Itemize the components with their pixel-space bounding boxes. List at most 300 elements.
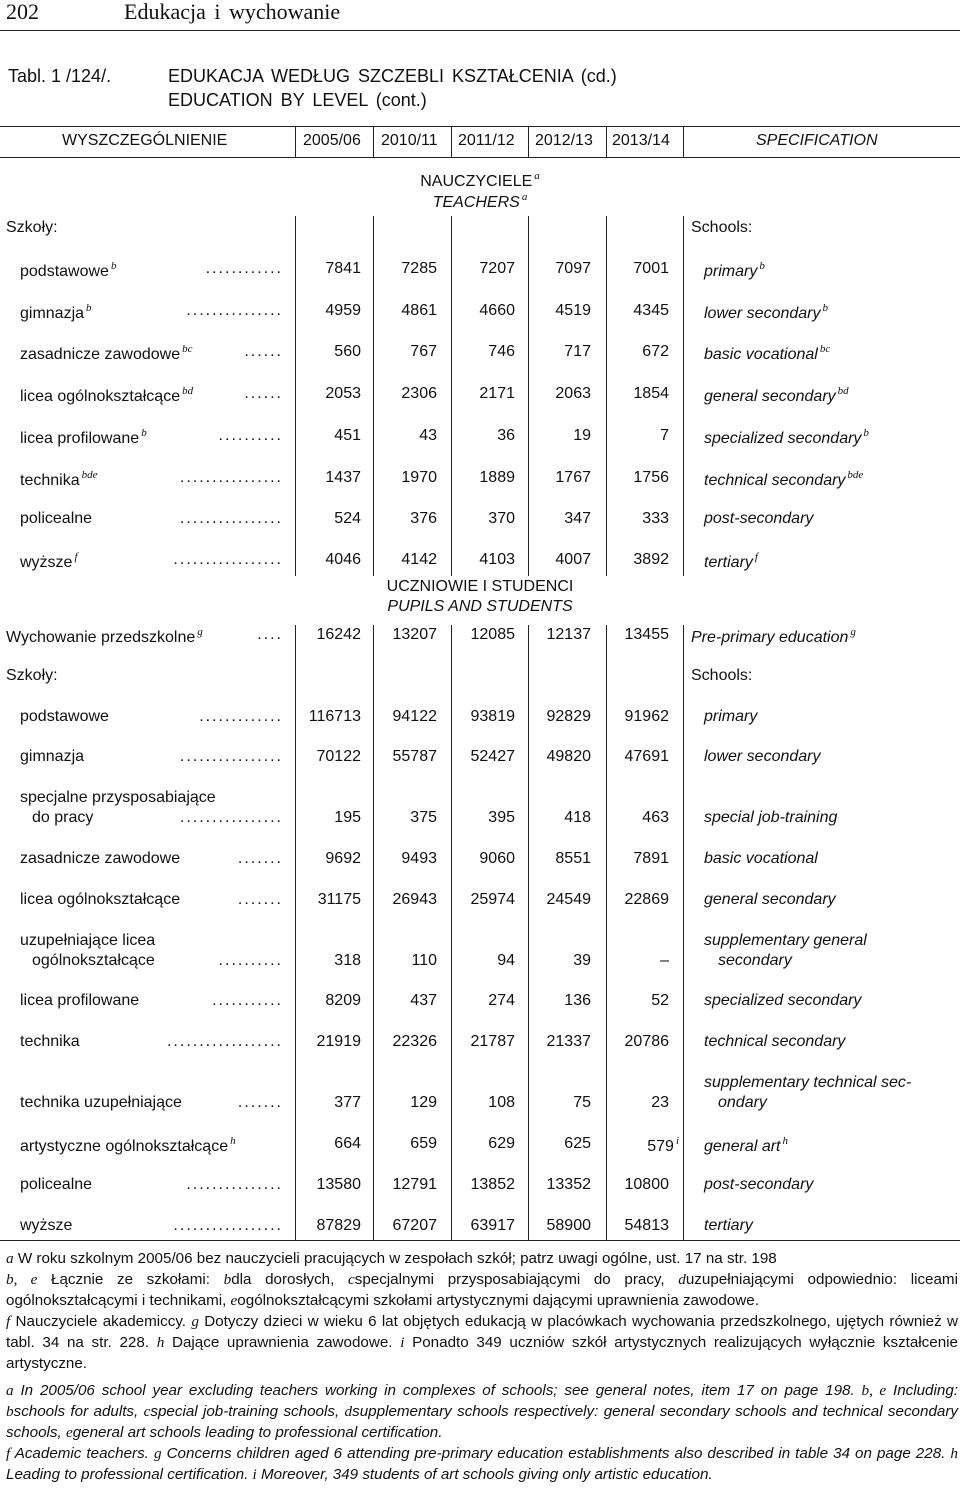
column-divider bbox=[451, 216, 452, 576]
leader-dots: ............ bbox=[205, 260, 283, 277]
cell-value-text: 70122 bbox=[316, 748, 361, 765]
row-label bbox=[20, 343, 192, 364]
page-header bbox=[0, 0, 960, 31]
cell-value bbox=[633, 302, 669, 320]
cell-value-text: 7841 bbox=[325, 260, 361, 277]
row-label-en bbox=[704, 1217, 753, 1235]
row-label-en bbox=[704, 427, 869, 448]
cell-value bbox=[419, 427, 437, 445]
cell-value-text: 26943 bbox=[392, 891, 437, 908]
cell-value bbox=[547, 1176, 592, 1194]
cell-value bbox=[633, 551, 669, 569]
cell-value-text: 36 bbox=[497, 427, 515, 444]
fn-pl-g: Dotyczy dzieci w wieku 6 lat objętych edukacją w placówkach wychowania przedszkolnego, ujętych również w tabl. 34 na str. 228. bbox=[6, 1313, 958, 1351]
row-label-en-sup: b bbox=[759, 260, 765, 272]
row-label-sup: bde bbox=[81, 469, 98, 481]
row-label-en bbox=[704, 850, 818, 868]
leader-dots: .... bbox=[257, 626, 283, 643]
row-label-en-text: general art bbox=[704, 1138, 781, 1155]
cell-value bbox=[334, 809, 361, 827]
cell-value-text: 49820 bbox=[546, 748, 591, 765]
row-label bbox=[20, 891, 180, 909]
cell-value bbox=[625, 891, 670, 909]
row-label bbox=[20, 708, 109, 726]
row-label-en-text: technical secondary bbox=[704, 472, 846, 489]
cell-value-text: 7097 bbox=[555, 260, 591, 277]
cell-value-text: 52 bbox=[651, 992, 669, 1009]
cell-value-text: 94122 bbox=[392, 708, 437, 725]
cell-value bbox=[547, 891, 592, 909]
column-divider bbox=[451, 126, 452, 157]
row-label-en-text: specialized secondary bbox=[704, 992, 862, 1009]
cell-value-text: 2053 bbox=[325, 385, 361, 402]
cell-value bbox=[625, 1217, 670, 1235]
row-label-text: podstawowe bbox=[20, 263, 109, 280]
cell-value bbox=[401, 260, 437, 278]
cell-value bbox=[471, 708, 516, 726]
cell-value-text: 672 bbox=[642, 343, 669, 360]
cell-value bbox=[317, 748, 362, 766]
fn-pl-e-marker: e bbox=[230, 1292, 238, 1309]
row-label bbox=[20, 551, 78, 572]
cell-value-text: 16242 bbox=[316, 626, 361, 643]
row-label bbox=[20, 260, 116, 281]
cell-value-text: 54813 bbox=[624, 1217, 669, 1234]
row-label-sup: b bbox=[110, 260, 117, 272]
cell-value bbox=[488, 1094, 515, 1112]
row-label-text: zasadnicze zawodowe bbox=[20, 850, 181, 867]
cell-value-text: 1437 bbox=[325, 469, 361, 486]
section-teachers-en bbox=[330, 191, 630, 212]
cell-value bbox=[325, 260, 361, 278]
cell-value bbox=[555, 260, 591, 278]
row-label-en bbox=[704, 302, 828, 323]
cell-value-text: 7207 bbox=[479, 260, 515, 277]
cell-value-text: 2171 bbox=[479, 385, 515, 402]
fn-en-h: Leading to professional certification. bbox=[6, 1466, 249, 1483]
cell-value bbox=[479, 469, 515, 487]
cell-value bbox=[393, 626, 438, 644]
cell-value-text: 664 bbox=[334, 1135, 361, 1152]
cell-value-text: 1970 bbox=[401, 469, 437, 486]
cell-value-sup: i bbox=[675, 1135, 679, 1147]
row-label-en bbox=[704, 748, 821, 766]
cell-value-text: 463 bbox=[642, 809, 669, 826]
cell-value-text: 1767 bbox=[555, 469, 591, 486]
row-label-sup: b bbox=[141, 427, 147, 439]
row-label-en-text: post-secondary bbox=[704, 510, 814, 527]
leader-dots: ....... bbox=[237, 1094, 283, 1111]
row-label-en-text: general secondary bbox=[704, 388, 836, 405]
cell-value bbox=[564, 992, 591, 1010]
cell-value bbox=[309, 708, 361, 726]
cell-value-text: 376 bbox=[410, 510, 437, 527]
cell-value-text: 12791 bbox=[392, 1176, 437, 1193]
cell-value bbox=[547, 1217, 592, 1235]
row-label-en bbox=[704, 510, 813, 528]
cell-value-text: 3892 bbox=[633, 551, 669, 568]
cell-value-text: 12137 bbox=[546, 626, 591, 643]
cell-value bbox=[497, 427, 515, 445]
row-label-en bbox=[704, 891, 836, 909]
row-label-en-sup: bc bbox=[819, 343, 831, 355]
row-label-en bbox=[704, 1033, 845, 1051]
leader-dots: ....... bbox=[237, 891, 283, 908]
row-label-en-text: lower secondary bbox=[704, 748, 821, 765]
cell-value-text: 91962 bbox=[624, 708, 669, 725]
fn-pl-d: uzupełniającymi odpowiednio: liceami ogólnokształcącymi i technikami, bbox=[6, 1271, 958, 1309]
cell-value bbox=[325, 385, 361, 403]
cell-value-text: 418 bbox=[564, 809, 591, 826]
row-label-text: zasadnicze zawodowe bbox=[20, 346, 181, 363]
cell-value-text: 20786 bbox=[624, 1033, 669, 1050]
row-label bbox=[20, 427, 147, 448]
row-label-en bbox=[704, 708, 757, 726]
cell-value bbox=[410, 809, 437, 827]
cell-value-text: 9692 bbox=[325, 850, 361, 867]
cell-value-text: 7001 bbox=[633, 260, 669, 277]
cell-value bbox=[410, 1094, 437, 1112]
cell-value-text: 93819 bbox=[470, 708, 515, 725]
cell-value-text: 2063 bbox=[555, 385, 591, 402]
leader-dots: .......... bbox=[218, 952, 283, 969]
row-label-text: artystyczne ogólnokształcące bbox=[20, 1138, 229, 1155]
row-label-en bbox=[691, 626, 856, 647]
cell-value-text: 1756 bbox=[633, 469, 669, 486]
fn-pl-f-marker: f bbox=[6, 1313, 11, 1330]
footnotes-pl bbox=[6, 1248, 958, 1374]
cell-value bbox=[497, 952, 515, 970]
row-label-en-sup: h bbox=[782, 1135, 788, 1147]
fn-pl-b-marker: b bbox=[223, 1271, 232, 1288]
fn-en-be-intro: Including: bbox=[892, 1382, 958, 1399]
row-label-en-text: primary bbox=[704, 708, 758, 725]
cell-value bbox=[488, 343, 515, 361]
row-label-en-text: secondary bbox=[718, 952, 792, 969]
cell-value bbox=[411, 952, 437, 970]
cell-value bbox=[555, 469, 591, 487]
row-label-en-text: general secondary bbox=[704, 891, 836, 908]
cell-value-text: 13207 bbox=[392, 626, 437, 643]
row-label-en-text: Pre-primary education bbox=[691, 629, 849, 646]
cell-value bbox=[334, 510, 361, 528]
cell-value bbox=[547, 748, 592, 766]
cell-value-text: 4519 bbox=[555, 302, 591, 319]
cell-value bbox=[479, 260, 515, 278]
cell-value bbox=[564, 510, 591, 528]
section-title: Edukacja i wychowanie bbox=[124, 0, 341, 24]
fn-en-g: Concerns children aged 6 attending pre-primary education establishments also described in table 34 on page 228. bbox=[166, 1445, 946, 1462]
table-title-pl: EDUKACJA WEDŁUG SZCZEBLI KSZTAŁCENIA (cd.) bbox=[168, 66, 617, 86]
cell-value bbox=[651, 992, 669, 1010]
footnotes-en bbox=[6, 1380, 958, 1485]
cell-value bbox=[573, 1094, 591, 1112]
column-divider bbox=[683, 216, 684, 576]
cell-value-text: 333 bbox=[642, 510, 669, 527]
cell-value bbox=[471, 891, 516, 909]
cell-value bbox=[564, 343, 591, 361]
year-header: 2005/06 bbox=[303, 132, 361, 149]
fn-en-b-marker: b bbox=[6, 1403, 14, 1420]
cell-value-text: 12085 bbox=[470, 626, 515, 643]
fn-pl-h: Dające uprawnienia zawodowe. bbox=[171, 1334, 393, 1351]
row-label-en-sup: f bbox=[754, 551, 758, 563]
cell-value bbox=[479, 850, 515, 868]
cell-value bbox=[317, 626, 362, 644]
leader-dots: ....... bbox=[237, 850, 283, 867]
fn-pl-f: Nauczyciele akademiccy. bbox=[15, 1313, 187, 1330]
row-label bbox=[32, 952, 155, 970]
cell-value-text: 25974 bbox=[470, 891, 515, 908]
row-label bbox=[20, 992, 139, 1010]
cell-value-text: 21337 bbox=[546, 1033, 591, 1050]
page-number: 202 bbox=[6, 0, 39, 24]
cell-value-text: 129 bbox=[410, 1094, 437, 1111]
fn-en-d-marker: d bbox=[344, 1403, 353, 1420]
fn-en-c: special job-training schools, bbox=[150, 1403, 340, 1420]
cell-value-text: 524 bbox=[334, 510, 361, 527]
section-pupils-pl: UCZNIOWIE I STUDENCI bbox=[386, 578, 574, 595]
teachers-title-pl: NAUCZYCIELE bbox=[420, 173, 533, 190]
row-label-text: gimnazja bbox=[20, 305, 85, 322]
cell-value bbox=[573, 952, 591, 970]
row-label-en bbox=[704, 469, 863, 490]
cell-value bbox=[393, 1033, 438, 1051]
fn-pl-h-marker: h bbox=[156, 1334, 165, 1351]
row-label-en-sup: b bbox=[863, 427, 869, 439]
cell-value bbox=[334, 952, 361, 970]
row-label-en-line1: supplementary general bbox=[704, 932, 867, 949]
cell-value-text: 7285 bbox=[401, 260, 437, 277]
cell-value-text: 10800 bbox=[624, 1176, 669, 1193]
cell-value-text: 22869 bbox=[624, 891, 669, 908]
row-label-en-sup: bde bbox=[847, 469, 864, 481]
row-label-sup: f bbox=[74, 551, 78, 563]
pupils-schools-pl: Szkoły: bbox=[6, 667, 58, 684]
row-label bbox=[20, 385, 193, 406]
cell-value bbox=[393, 708, 438, 726]
cell-value-text: 437 bbox=[410, 992, 437, 1009]
column-divider bbox=[528, 625, 529, 1240]
cell-value-text: 67207 bbox=[392, 1217, 437, 1234]
row-label-line1: specjalne przysposabiające bbox=[20, 789, 216, 806]
cell-value bbox=[317, 1176, 362, 1194]
row-label-en-text: post-secondary bbox=[704, 1176, 814, 1193]
fn-en-f-marker: f bbox=[6, 1445, 11, 1462]
cell-value bbox=[555, 302, 591, 320]
row-label bbox=[20, 1217, 72, 1235]
fn-pl-a: W roku szkolnym 2005/06 bez nauczycieli pracujących w zespołach szkół; patrz uwagi ogólne, ust. 17 na str. 198 bbox=[17, 1250, 777, 1267]
row-label bbox=[20, 1033, 80, 1051]
col-header-specification-pl: WYSZCZEGÓLNIENIE bbox=[62, 132, 228, 149]
fn-pl-be-intro: Łącznie ze szkołami: bbox=[51, 1271, 210, 1288]
year-header: 2010/11 bbox=[381, 132, 438, 149]
column-divider bbox=[606, 625, 607, 1240]
pupils-schools-en: Schools: bbox=[691, 667, 753, 684]
cell-value bbox=[625, 1176, 670, 1194]
cell-value bbox=[479, 302, 515, 320]
cell-value bbox=[660, 427, 669, 445]
cell-value-text: 110 bbox=[411, 952, 437, 969]
column-divider bbox=[295, 126, 296, 157]
fn-en-d: supplementary schools respectively: general secondary schools and technical secondary schools, bbox=[6, 1403, 958, 1441]
fn-en-a: In 2005/06 school year excluding teachers working in complexes of schools; see general notes, item 17 on page 198. bbox=[20, 1382, 855, 1399]
fn-en-g-marker: g bbox=[153, 1445, 162, 1462]
cell-value-text: 7 bbox=[660, 427, 669, 444]
row-label-text: licea profilowane bbox=[20, 430, 140, 447]
cell-value-text: 4142 bbox=[401, 551, 437, 568]
column-divider bbox=[528, 126, 529, 157]
fn-en-be-marker: b, e bbox=[861, 1382, 887, 1399]
cell-value-text: 395 bbox=[488, 809, 515, 826]
cell-value bbox=[410, 992, 437, 1010]
cell-value-text: 94 bbox=[497, 952, 515, 969]
column-divider bbox=[683, 126, 684, 157]
cell-value bbox=[471, 748, 516, 766]
fn-en-f: Academic teachers. bbox=[14, 1445, 149, 1462]
cell-value bbox=[471, 1217, 516, 1235]
fn-en-a-marker: a bbox=[6, 1382, 14, 1399]
cell-value-text: 13580 bbox=[316, 1176, 361, 1193]
row-label-en-text: tertiary bbox=[704, 554, 753, 571]
cell-value-text: 625 bbox=[564, 1135, 591, 1152]
row-label-en bbox=[704, 551, 758, 572]
cell-value bbox=[573, 427, 591, 445]
cell-value bbox=[625, 1033, 670, 1051]
cell-value bbox=[488, 510, 515, 528]
row-label-en-sup: g bbox=[850, 626, 856, 638]
row-label-text: licea ogólnokształcące bbox=[20, 388, 181, 405]
cell-value bbox=[633, 469, 669, 487]
fn-en-e: general art schools leading to professional certification. bbox=[72, 1424, 443, 1441]
cell-value-text: 4861 bbox=[401, 302, 437, 319]
fn-pl-g-marker: g bbox=[191, 1313, 199, 1330]
cell-value bbox=[334, 1135, 361, 1153]
fn-pl-c: specjalnymi przysposabiającymi do pracy, bbox=[354, 1271, 665, 1288]
column-divider bbox=[373, 625, 374, 1240]
cell-value bbox=[564, 809, 591, 827]
cell-value bbox=[471, 1176, 516, 1194]
cell-value-text: 92829 bbox=[546, 708, 591, 725]
leader-dots: ...... bbox=[244, 385, 283, 402]
fn-pl-be-marker: b, e bbox=[6, 1271, 38, 1288]
cell-value-text: 4046 bbox=[325, 551, 361, 568]
cell-value bbox=[410, 510, 437, 528]
cell-value bbox=[410, 343, 437, 361]
cell-value-text: 347 bbox=[564, 510, 591, 527]
row-label-en-text: technical secondary bbox=[704, 1033, 846, 1050]
column-divider bbox=[451, 625, 452, 1240]
leader-dots: ............... bbox=[186, 1176, 283, 1193]
row-label-en bbox=[704, 1135, 788, 1156]
cell-value-text: 377 bbox=[334, 1094, 361, 1111]
cell-value bbox=[555, 551, 591, 569]
fn-pl-i-marker: i bbox=[400, 1334, 405, 1351]
row-label bbox=[20, 510, 92, 528]
row-label-text: licea ogólnokształcące bbox=[20, 891, 181, 908]
cell-value bbox=[325, 992, 361, 1010]
cell-value bbox=[633, 385, 669, 403]
teachers-title-en: TEACHERS bbox=[432, 194, 520, 211]
fn-pl-e: ogólnokształcącymi szkołami artystycznymi dającymi uprawnienia zawodowe. bbox=[237, 1292, 759, 1309]
leader-dots: ...... bbox=[244, 343, 283, 360]
cell-value-text: 2306 bbox=[401, 385, 437, 402]
cell-value-text: 21919 bbox=[316, 1033, 361, 1050]
cell-value-text: 75 bbox=[573, 1094, 591, 1111]
cell-value-text: 560 bbox=[334, 343, 361, 360]
row-label-en-text: primary bbox=[704, 263, 758, 280]
cell-value-text: 629 bbox=[488, 1135, 515, 1152]
row-label-text: ogólnokształcące bbox=[32, 952, 155, 969]
leader-dots: ........... bbox=[212, 992, 283, 1009]
table-top-rule bbox=[0, 126, 960, 127]
cell-value bbox=[318, 891, 361, 909]
row-label bbox=[20, 1094, 182, 1112]
table-bottom-rule bbox=[0, 1240, 960, 1241]
row-label-text: policealne bbox=[20, 510, 93, 527]
cell-value bbox=[647, 1135, 679, 1156]
cell-value-text: 13852 bbox=[470, 1176, 515, 1193]
cell-value-text: 39 bbox=[573, 952, 591, 969]
cell-value bbox=[334, 343, 361, 361]
fn-pl-b: dla dorosłych, bbox=[231, 1271, 335, 1288]
row-label-en-sup: bd bbox=[837, 385, 849, 397]
table-header-rule bbox=[0, 157, 960, 158]
leader-dots: ................ bbox=[179, 510, 283, 527]
leader-dots: ................. bbox=[173, 1217, 283, 1234]
cell-value bbox=[334, 427, 361, 445]
cell-value-text: 1854 bbox=[633, 385, 669, 402]
cell-value-text: 47691 bbox=[624, 748, 669, 765]
cell-value bbox=[325, 551, 361, 569]
column-divider bbox=[683, 625, 684, 1240]
row-label-en-text: ondary bbox=[718, 1094, 767, 1111]
row-label-text: wyższe bbox=[20, 1217, 73, 1234]
cell-value-text: 767 bbox=[410, 343, 437, 360]
row-label bbox=[20, 1135, 236, 1156]
row-label bbox=[20, 302, 92, 323]
row-label-text: gimnazja bbox=[20, 748, 85, 765]
row-label-en bbox=[704, 260, 765, 281]
row-label-en-text: special job-training bbox=[704, 809, 838, 826]
fn-en-h-marker: h bbox=[950, 1445, 958, 1462]
cell-value bbox=[555, 850, 591, 868]
row-label-text: do pracy bbox=[32, 809, 94, 826]
leader-dots: ................ bbox=[179, 809, 283, 826]
cell-value-text: 22326 bbox=[392, 1033, 437, 1050]
fn-pl-i: Ponadto 349 uczniów szkół artystycznych realizujących wyłącznie kształcenie artystyczne. bbox=[6, 1334, 958, 1372]
row-label-sup: bd bbox=[182, 385, 194, 397]
leader-dots: .......... bbox=[218, 427, 283, 444]
column-divider bbox=[373, 126, 374, 157]
cell-value bbox=[547, 626, 592, 644]
year-header: 2012/13 bbox=[535, 132, 593, 149]
row-label-sup: g bbox=[197, 626, 203, 638]
cell-value-text: 274 bbox=[488, 992, 515, 1009]
cell-value-text: 451 bbox=[334, 427, 361, 444]
cell-value-text: 370 bbox=[488, 510, 515, 527]
fn-pl-d-marker: d bbox=[678, 1271, 686, 1288]
row-label-en-text: basic vocational bbox=[704, 346, 818, 363]
teachers-schools-pl: Szkoły: bbox=[6, 219, 58, 236]
cell-value bbox=[393, 1217, 438, 1235]
cell-value-text: 318 bbox=[334, 952, 361, 969]
cell-value bbox=[317, 1217, 362, 1235]
cell-value bbox=[660, 952, 669, 970]
cell-value-text: 19 bbox=[573, 427, 591, 444]
fn-en-e-marker: e bbox=[65, 1424, 73, 1441]
column-divider bbox=[295, 625, 296, 1240]
